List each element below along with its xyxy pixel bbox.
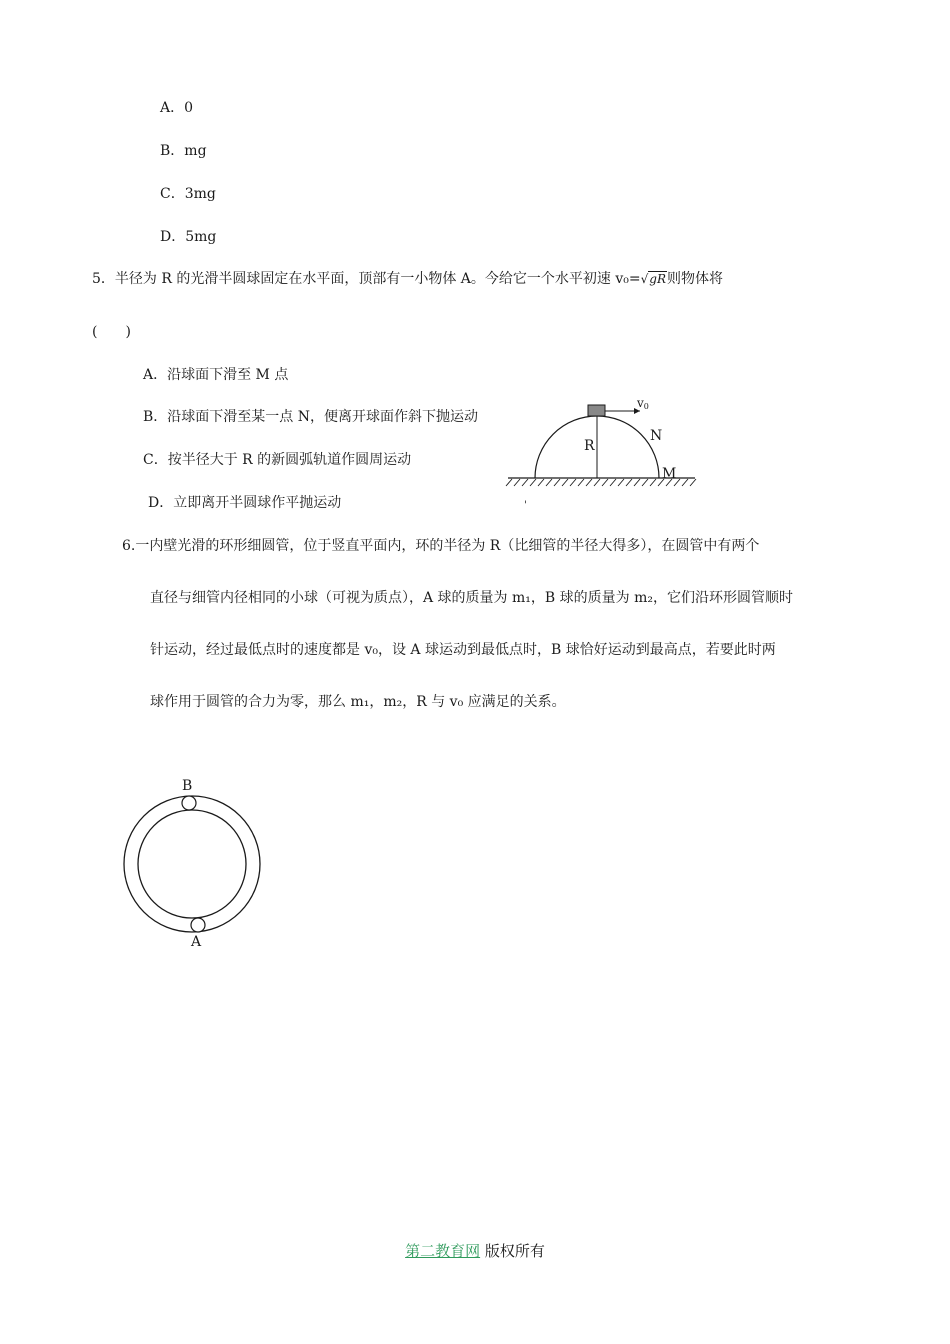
q5-stem-text-before: 5．半径为 R 的光滑半圆球固定在水平面，顶部有一小物体 A。今给它一个水平初速 v₀=	[92, 271, 641, 287]
ring-tube-figure	[115, 772, 275, 952]
ball-b	[182, 796, 196, 810]
outer-ring	[124, 796, 260, 932]
q5-sqrt-content: gR	[649, 272, 666, 286]
prev-option-b: B．mg	[160, 143, 207, 159]
footer-link[interactable]: 第二教育网	[405, 1242, 481, 1260]
q6-line-1: 6.一内壁光滑的环形细圆管，位于竖直平面内，环的半径为 R（比细管的半径大得多），在圆管中有两个	[122, 538, 760, 554]
q5-stem-text-after: 则物体将	[666, 271, 723, 287]
label-b: B	[182, 778, 193, 794]
footer	[0, 1240, 950, 1261]
prev-option-a: A．0	[160, 100, 194, 116]
stray-mark: '	[524, 500, 527, 511]
q5-option-c: C．按半径大于 R 的新圆弧轨道作圆周运动	[143, 452, 412, 468]
q5-option-d: D．立即离开半圆球作平抛运动	[148, 495, 342, 511]
sqrt-icon: √gR	[640, 272, 666, 286]
label-m: M	[662, 466, 677, 482]
q5-answer-paren: ( )	[92, 324, 131, 340]
label-r: R	[584, 438, 595, 454]
ball-a	[191, 918, 205, 932]
label-n: N	[650, 428, 663, 444]
q6-line-2: 直径与细管内径相同的小球（可视为质点），A 球的质量为 m₁，B 球的质量为 m₂，它们沿环形圆管顺时	[150, 590, 793, 606]
hemisphere-figure	[500, 390, 700, 515]
block-a	[588, 405, 605, 416]
q5-option-b: B．沿球面下滑至某一点 N，便离开球面作斜下抛运动	[143, 409, 478, 425]
q6-line-4: 球作用于圆管的合力为零，那么 m₁，m₂，R 与 v₀ 应满足的关系。	[150, 694, 566, 710]
prev-option-d: D．5mg	[160, 229, 217, 245]
label-a: A	[191, 934, 202, 950]
q6-line-3: 针运动，经过最低点时的速度都是 v₀，设 A 球运动到最低点时，B 球恰好运动到最高点，若要此时两	[150, 642, 776, 658]
q5-stem	[92, 269, 723, 289]
inner-ring	[138, 810, 246, 918]
q5-option-a: A．沿球面下滑至 M 点	[143, 367, 289, 383]
label-v-sub: 0	[643, 402, 649, 411]
prev-option-c: C．3mg	[160, 186, 216, 202]
svg-text:v0	[636, 396, 649, 411]
footer-copyright: 版权所有	[480, 1242, 545, 1260]
label-v: v	[637, 396, 644, 410]
